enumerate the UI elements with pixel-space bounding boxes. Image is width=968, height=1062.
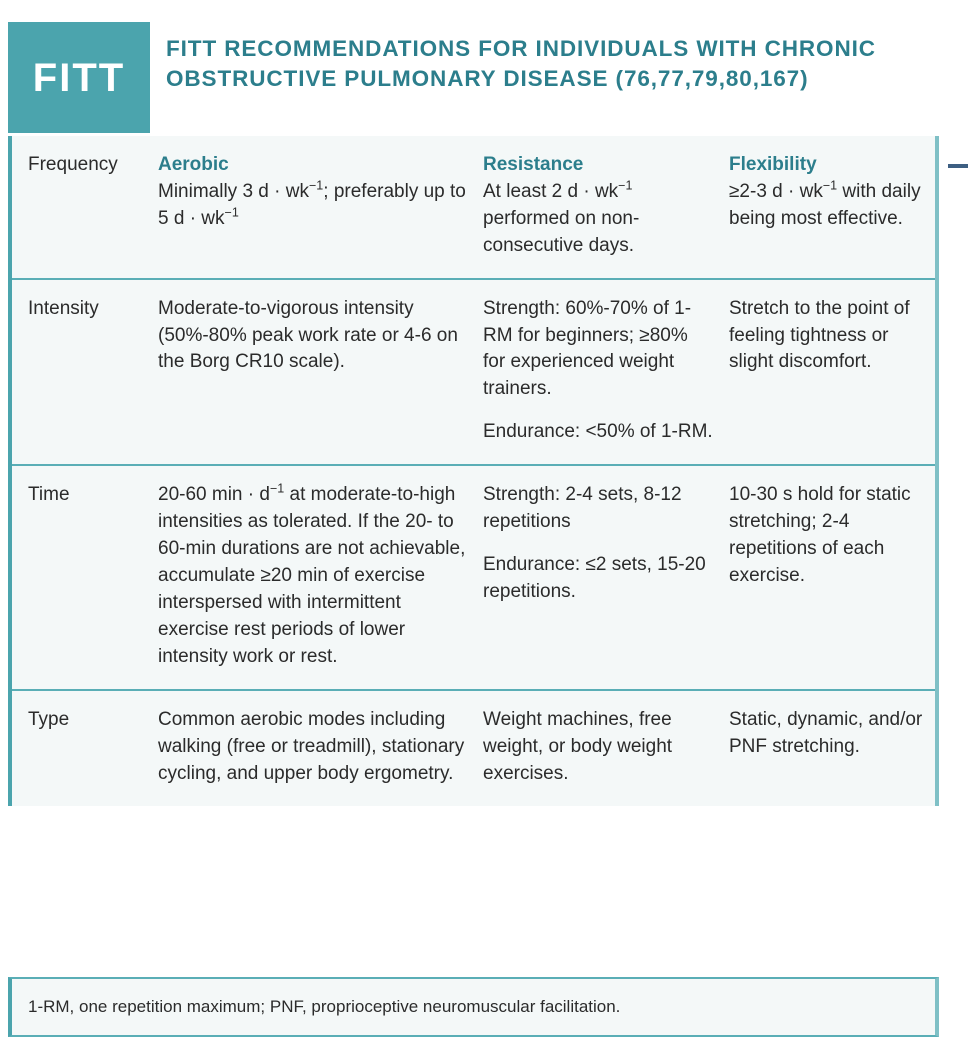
cell-intensity-aerobic: [158, 280, 483, 395]
cell-text: ≥2-3 $d \cdot wk^{-1}$ with daily being most effective.: [729, 178, 921, 229]
table-footnote: 1-RM, one repetition maximum; PNF, proprioceptive neuromuscular facilitation.: [28, 996, 621, 1016]
cell-text: Minimally 3 $d \cdot wk^{-1}$; preferably up to 5 $d \cdot wk^{-1}$: [158, 178, 466, 229]
cell-time-flexibility: [729, 466, 935, 608]
table-body: [8, 136, 939, 806]
column-header-resistance: Resistance: [483, 154, 584, 175]
cell-time-resistance: [483, 466, 729, 624]
cell-frequency-aerobic: [158, 136, 483, 251]
cell-text: Endurance: <50% of 1-RM.: [483, 421, 713, 443]
cell-text: Static, dynamic, and/or PNF stretching.: [729, 709, 923, 758]
cell-time-aerobic: [158, 466, 483, 689]
cell-text: Weight machines, free weight, or body weight exercises.: [483, 709, 673, 785]
cell-type-resistance: [483, 691, 729, 806]
table-row: [12, 136, 935, 280]
cell-text: Moderate-to-vigorous intensity (50%-80% peak work rate or 4-6 on the Borg CR10 scale).: [158, 297, 458, 373]
cell-text: 10-30 s hold for static stretching; 2-4 repetitions of each exercise.: [729, 484, 911, 587]
cell-intensity-flexibility: [729, 280, 935, 395]
cell-text: Endurance: ≤2 sets, 15-20 repetitions.: [483, 554, 706, 603]
row-label-frequency: Frequency: [28, 154, 118, 175]
table-row: [12, 691, 935, 806]
row-label-time: Time: [28, 484, 70, 506]
cell-frequency-resistance: [483, 136, 729, 278]
column-header-aerobic: Aerobic: [158, 154, 229, 175]
cell-text: Strength: 60%-70% of 1-RM for beginners; ≥80% for experienced weight trainers.: [483, 297, 692, 400]
cell-type-flexibility: [729, 691, 935, 779]
column-header-flexibility: Flexibility: [729, 154, 817, 175]
fitt-badge-label: FITT: [32, 55, 126, 100]
cell-text: At least 2 $d \cdot wk^{-1}$ performed on non-consecutive days.: [483, 178, 640, 256]
page-title: FITT RECOMMENDATIONS FOR INDIVIDUALS WITH CHRONIC OBSTRUCTIVE PULMONARY DISEASE (76,77,79,80,167): [166, 36, 876, 91]
cell-text: Common aerobic modes including walking (free or treadmill), stationary cycling, and upper body ergometry.: [158, 709, 465, 785]
fitt-badge: [8, 22, 150, 133]
table-title-container: [150, 22, 943, 133]
cell-text: 20-60 $\min \cdot d^{-1}$ at moderate-to-high intensities as tolerated. If the 20- to 60-min durations are not achievable, accumulate ≥20 min of exercise interspersed with intermittent exercise rest periods of lower intensity work or rest.: [158, 482, 466, 668]
page-edge-dash-mark: [948, 164, 968, 168]
cell-text: Stretch to the point of feeling tightness or slight discomfort.: [729, 297, 910, 373]
row-label-type: Type: [28, 709, 70, 731]
cell-type-aerobic: [158, 691, 483, 806]
table-row: [12, 466, 935, 691]
row-label-intensity: Intensity: [28, 297, 99, 319]
cell-text: Strength: 2-4 sets, 8-12 repetitions: [483, 484, 682, 533]
cell-frequency-flexibility: [729, 136, 935, 251]
table-row: [12, 280, 935, 467]
table-footnote-row: [8, 977, 939, 1037]
table-header-band: [8, 22, 943, 133]
cell-intensity-resistance: [483, 280, 729, 465]
